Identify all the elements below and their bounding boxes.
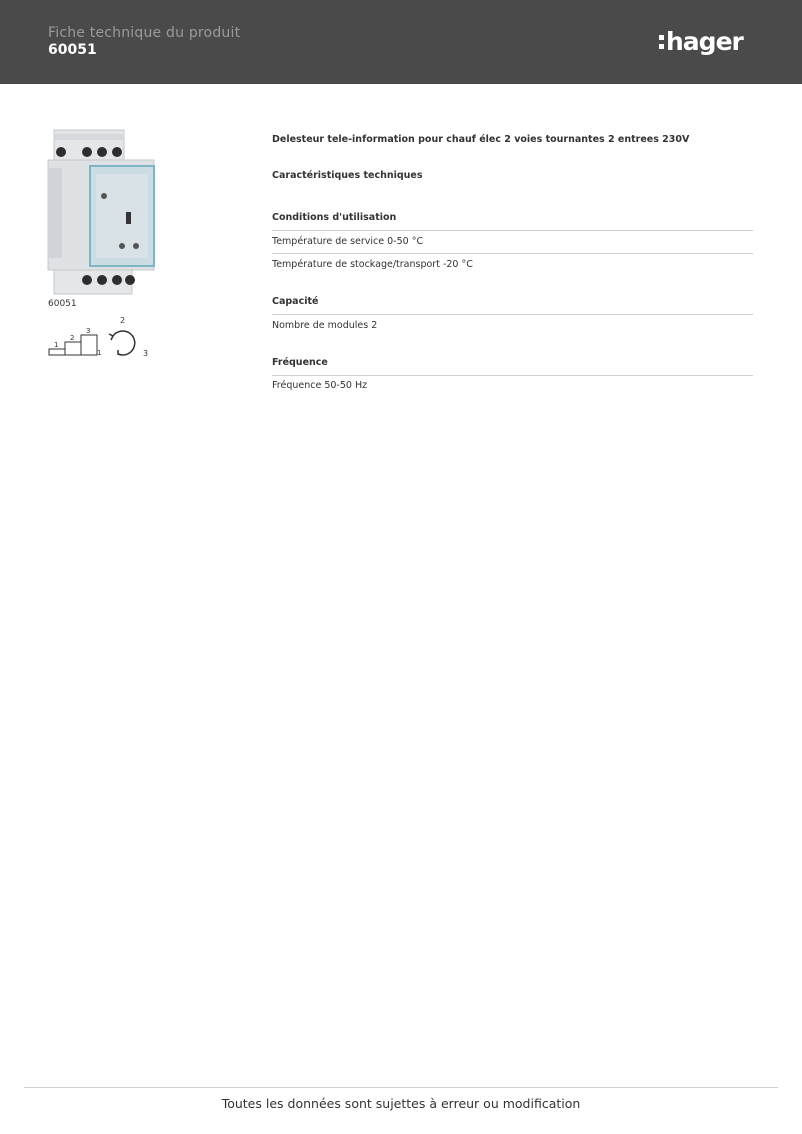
product-image xyxy=(46,128,158,296)
svg-text:2: 2 xyxy=(120,316,126,325)
group-heading-frequence: Fréquence xyxy=(272,357,753,376)
hager-logo xyxy=(656,22,756,62)
svg-text:1: 1 xyxy=(97,349,102,357)
product-title: Delesteur tele-information pour chauf élec 2 voies tournantes 2 entrees 230V xyxy=(272,134,690,145)
spec-row: Température de stockage/transport -20 °C xyxy=(272,259,473,270)
svg-text:3: 3 xyxy=(143,349,149,358)
section-title: Caractéristiques techniques xyxy=(272,170,423,181)
footer-divider xyxy=(24,1087,778,1088)
svg-text:2: 2 xyxy=(70,334,75,342)
image-caption: 60051 xyxy=(48,299,77,309)
spec-row: Nombre de modules 2 xyxy=(272,320,378,331)
rotation-icon xyxy=(109,331,135,355)
product-reference: 60051 xyxy=(48,42,97,58)
group-heading-conditions: Conditions d'utilisation xyxy=(272,212,753,231)
spec-row: Température de service 0-50 °C xyxy=(272,231,753,254)
svg-text:3: 3 xyxy=(86,327,91,335)
svg-text:1: 1 xyxy=(54,341,59,349)
group-heading-capacite: Capacité xyxy=(272,296,753,315)
spec-row: Fréquence 50-50 Hz xyxy=(272,380,368,391)
page-header xyxy=(0,0,802,84)
footer-disclaimer: Toutes les données sont sujettes à erreur ou modification xyxy=(221,1096,581,1111)
function-symbols xyxy=(46,315,156,361)
header-subtitle: Fiche technique du produit xyxy=(48,25,241,41)
svg-text:hager: hager xyxy=(666,27,743,56)
